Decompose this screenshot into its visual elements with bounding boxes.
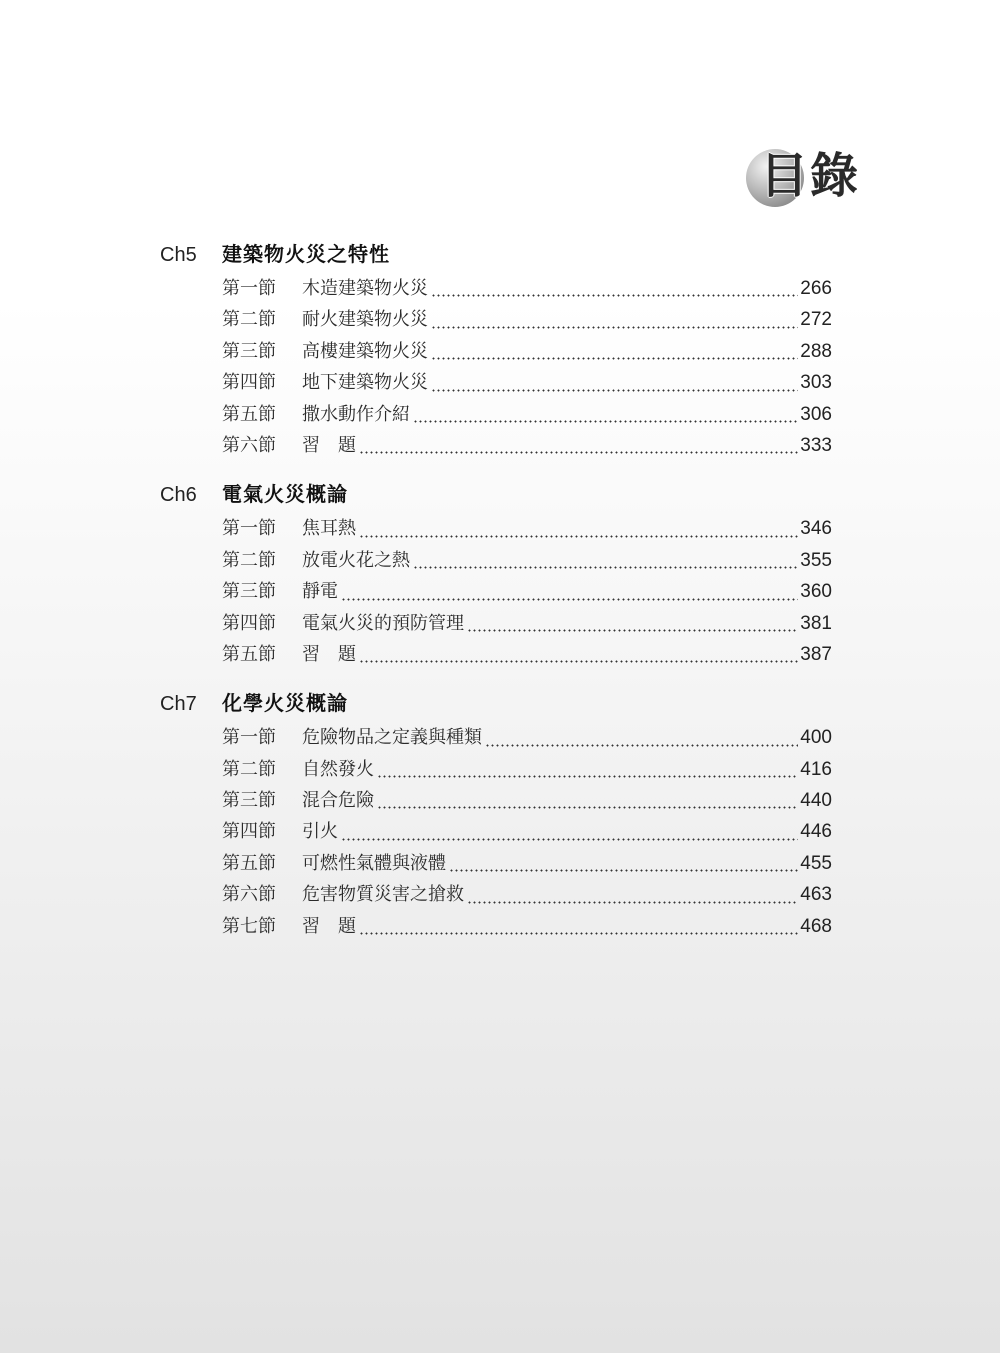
page-number: 355 [800,549,832,571]
chapter-ch5 [160,238,832,462]
chapter-title: 電氣火災概論 [222,482,348,507]
section-number: 第三節 [222,790,276,812]
page-number: 455 [800,852,832,874]
toc-logo [746,145,866,207]
section-title: 靜電 [302,581,338,603]
toc-entry[interactable] [222,368,832,399]
page-number: 387 [800,643,832,665]
dot-leader [377,775,798,778]
chapter-heading [160,478,832,514]
section-title: 電氣火災的預防管理 [302,612,464,634]
dot-leader [431,357,798,360]
chapter-number: Ch7 [160,693,197,716]
toc-entry[interactable] [222,431,832,462]
page-number: 463 [800,884,832,906]
section-title: 撒水動作介紹 [302,403,410,425]
section-number: 第五節 [222,403,276,425]
section-number: 第二節 [222,758,276,780]
section-title: 可燃性氣體與液體 [302,852,446,874]
section-number: 第四節 [222,821,276,843]
chapter-ch7 [160,687,832,943]
chapter-title: 化學火災概論 [222,691,348,716]
section-title: 習 題 [302,643,356,665]
toc-entry[interactable] [222,577,832,608]
toc-entry[interactable] [222,817,832,848]
chapter-heading [160,687,832,723]
section-title: 危害物質災害之搶救 [302,884,464,906]
section-title: 引火 [302,821,338,843]
toc-entry[interactable] [222,274,832,305]
chapter-ch6 [160,478,832,671]
section-title: 放電火花之熱 [302,549,410,571]
toc-entry[interactable] [222,546,832,577]
page-number: 346 [800,518,832,540]
chapter-number: Ch5 [160,244,197,266]
page-number: 446 [800,821,832,843]
page-number: 381 [800,612,832,634]
section-number: 第三節 [222,340,276,362]
section-title: 高樓建築物火災 [302,340,428,362]
page-number: 272 [800,309,832,331]
toc-entry[interactable] [222,880,832,911]
chapter-title: 建築物火災之特性 [222,242,390,266]
section-title: 自然發火 [302,758,374,780]
section-number: 第六節 [222,434,276,456]
section-number: 第一節 [222,727,276,749]
chapter-heading [160,238,832,274]
page-number: 416 [800,758,832,780]
dot-leader [413,566,798,569]
dot-leader [431,389,798,392]
dot-leader [467,901,798,904]
page-number: 333 [800,434,832,456]
section-number: 第四節 [222,372,276,394]
dot-leader [467,629,798,632]
logo-text: 目錄 [760,148,861,204]
dot-leader [359,535,798,538]
page-number: 288 [800,340,832,362]
section-number: 第六節 [222,884,276,906]
dot-leader [359,451,798,454]
section-title: 習 題 [302,434,356,456]
page-number: 468 [800,915,832,937]
dot-leader [359,932,798,935]
dot-leader [341,598,798,601]
toc-entry[interactable] [222,609,832,640]
page-number: 306 [800,403,832,425]
section-number: 第二節 [222,309,276,331]
section-number: 第七節 [222,915,276,937]
toc-entry[interactable] [222,337,832,368]
section-title: 木造建築物火災 [302,278,428,299]
toc-entry[interactable] [222,723,832,754]
page-number: 360 [800,581,832,603]
section-number: 第一節 [222,518,276,540]
section-number: 第五節 [222,643,276,665]
toc-entry[interactable] [222,400,832,431]
toc-entry[interactable] [222,849,832,880]
section-number: 第三節 [222,581,276,603]
page-number: 440 [800,790,832,812]
section-number: 第四節 [222,612,276,634]
dot-leader [359,660,798,663]
dot-leader [485,744,798,747]
toc-entry[interactable] [222,640,832,671]
chapter-number: Ch6 [160,484,197,507]
dot-leader [377,806,798,809]
section-title: 混合危險 [302,790,374,812]
dot-leader [341,838,798,841]
section-number: 第一節 [222,278,276,299]
page-number: 400 [800,727,832,749]
toc-entry[interactable] [222,305,832,336]
page-number: 266 [800,278,832,299]
section-title: 耐火建築物火災 [302,309,428,331]
page-number: 303 [800,372,832,394]
table-of-contents [160,238,832,959]
section-title: 地下建築物火災 [302,372,428,394]
section-number: 第二節 [222,549,276,571]
toc-entry[interactable] [222,755,832,786]
toc-entry[interactable] [222,514,832,545]
dot-leader [431,326,798,329]
section-number: 第五節 [222,852,276,874]
dot-leader [449,869,798,872]
dot-leader [431,294,798,297]
toc-entry[interactable] [222,912,832,943]
dot-leader [413,420,798,423]
section-title: 習 題 [302,915,356,937]
toc-entry[interactable] [222,786,832,817]
section-title: 危險物品之定義與種類 [302,727,482,749]
section-title: 焦耳熱 [302,518,356,540]
